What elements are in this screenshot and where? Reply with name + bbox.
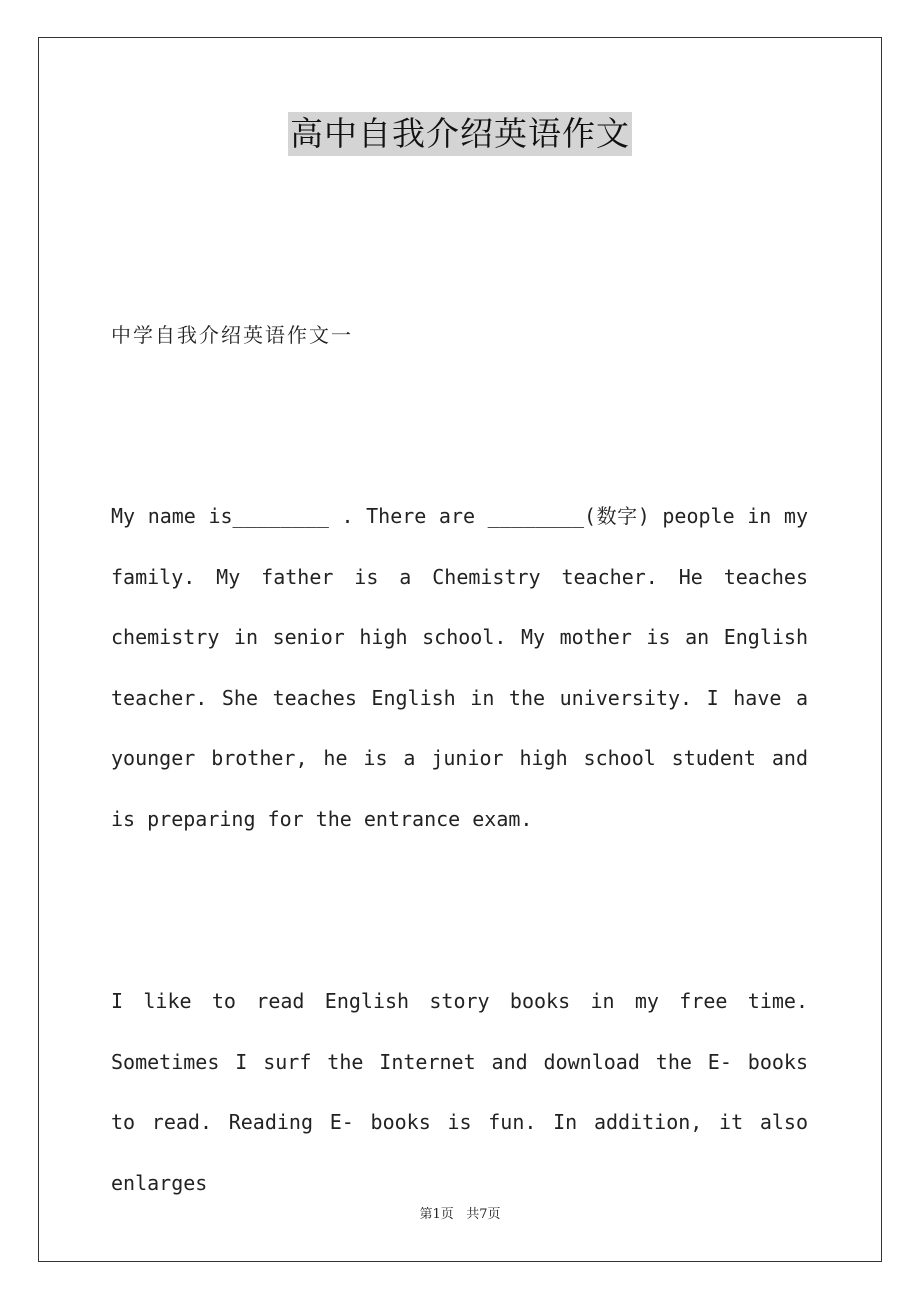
document-title: 高中自我介绍英语作文 (288, 112, 632, 156)
section-subtitle: 中学自我介绍英语作文一 (111, 323, 353, 347)
paragraph-family: My name is________ . There are ________(数字) people in my family. My father is a Chemistry teacher. He teaches chemistry in senior high school. My mother is an English teacher. She teaches English in the university. I have a younger brother, he is a junior high school student and is preparing for the entrance exam. (111, 504, 808, 831)
title-container (0, 112, 920, 156)
paragraph-hobbies: I like to read English story books in my free time. Sometimes I surf the Internet and download the E- books to read. Reading E- books is fun. In addition, it also enlarges (111, 989, 808, 1195)
page-number: 第1页 (419, 1207, 454, 1222)
page-total: 共7页 (466, 1207, 501, 1222)
page-footer (0, 1206, 920, 1224)
